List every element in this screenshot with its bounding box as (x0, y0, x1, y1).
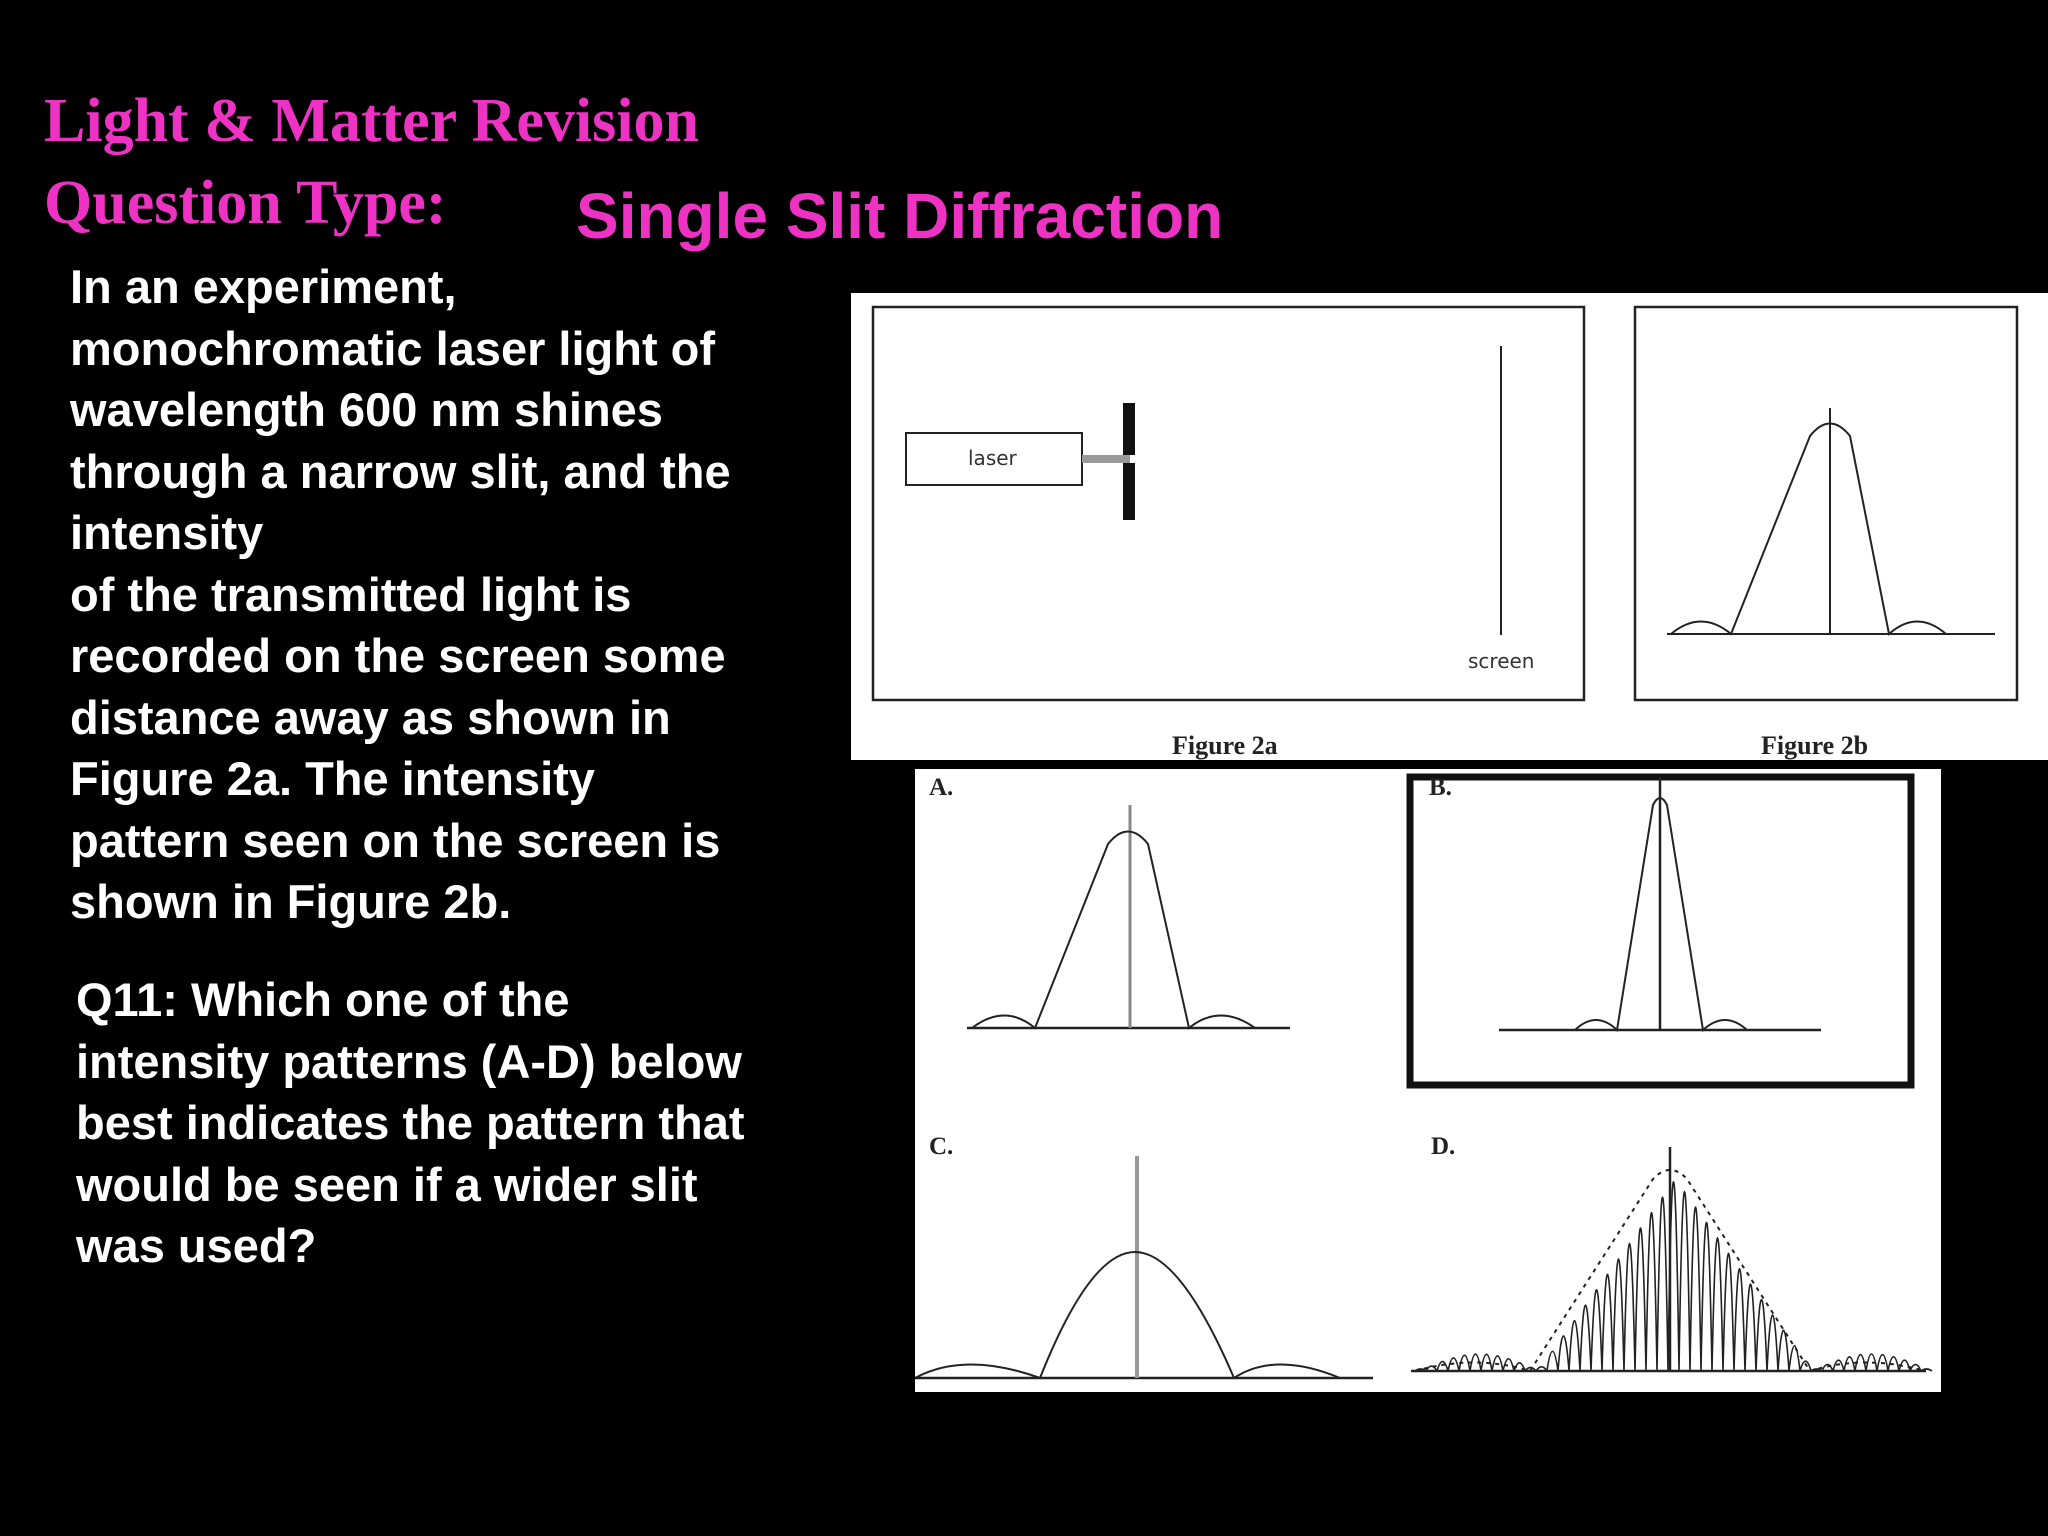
answer-options-svg (915, 769, 1941, 1392)
intro-line: intensity (70, 506, 264, 559)
option-a-intensity-curve (972, 832, 1255, 1029)
intro-line: wavelength 600 nm shines (70, 383, 663, 436)
option-d-label: D. (1431, 1133, 1456, 1160)
option-a-label: A. (929, 774, 954, 801)
figure-2-panel (851, 293, 2048, 760)
figure-2b-caption: Figure 2b (1761, 731, 1869, 760)
question-line: was used? (76, 1219, 317, 1272)
question-line: Q11: Which one of the (76, 973, 570, 1026)
option-d-fringes (1415, 1182, 1932, 1371)
figure-2-svg (851, 293, 2048, 760)
intro-line: pattern seen on the screen is (70, 813, 721, 867)
intro-line: through a narrow slit, and the (70, 444, 731, 498)
laser-beam (1082, 455, 1130, 463)
intro-paragraph (70, 256, 731, 933)
slide-title: Light & Matter Revision (44, 87, 699, 155)
option-a[interactable] (929, 774, 1290, 1028)
figure-2b-frame (1635, 307, 2017, 700)
figure-2a-caption: Figure 2a (1172, 731, 1278, 760)
topic-title: Single Slit Diffraction (576, 180, 1224, 252)
option-d[interactable] (1411, 1133, 1932, 1371)
slit-barrier-upper (1123, 403, 1135, 455)
option-b-label: B. (1429, 774, 1452, 801)
question-paragraph (76, 969, 745, 1277)
intro-line: recorded on the screen some (70, 629, 726, 682)
question-line: intensity patterns (A-D) below (76, 1034, 742, 1088)
option-c-label: C. (929, 1133, 954, 1160)
question-line: would be seen if a wider slit (76, 1157, 698, 1211)
screen-label: screen (1468, 649, 1535, 673)
answer-options-panel (915, 769, 1941, 1392)
intro-line: monochromatic laser light of (70, 321, 716, 375)
option-b[interactable] (1410, 774, 1911, 1085)
intro-line: In an experiment, (70, 260, 457, 313)
intro-line: of the transmitted light is (70, 567, 632, 621)
question-line: best indicates the pattern that (76, 1096, 745, 1149)
slit-barrier-lower (1123, 463, 1135, 520)
laser-label: laser (968, 446, 1017, 470)
intro-line: shown in Figure 2b. (70, 875, 512, 928)
question-type-label: Question Type: (44, 169, 447, 237)
figure-2b-intensity-curve (1671, 424, 1946, 635)
option-c[interactable] (915, 1133, 1373, 1378)
figure-2a-frame (873, 307, 1584, 700)
option-c-intensity-curve (915, 1252, 1340, 1378)
intro-line: Figure 2a. The intensity (70, 752, 595, 805)
intro-line: distance away as shown in (70, 690, 671, 744)
